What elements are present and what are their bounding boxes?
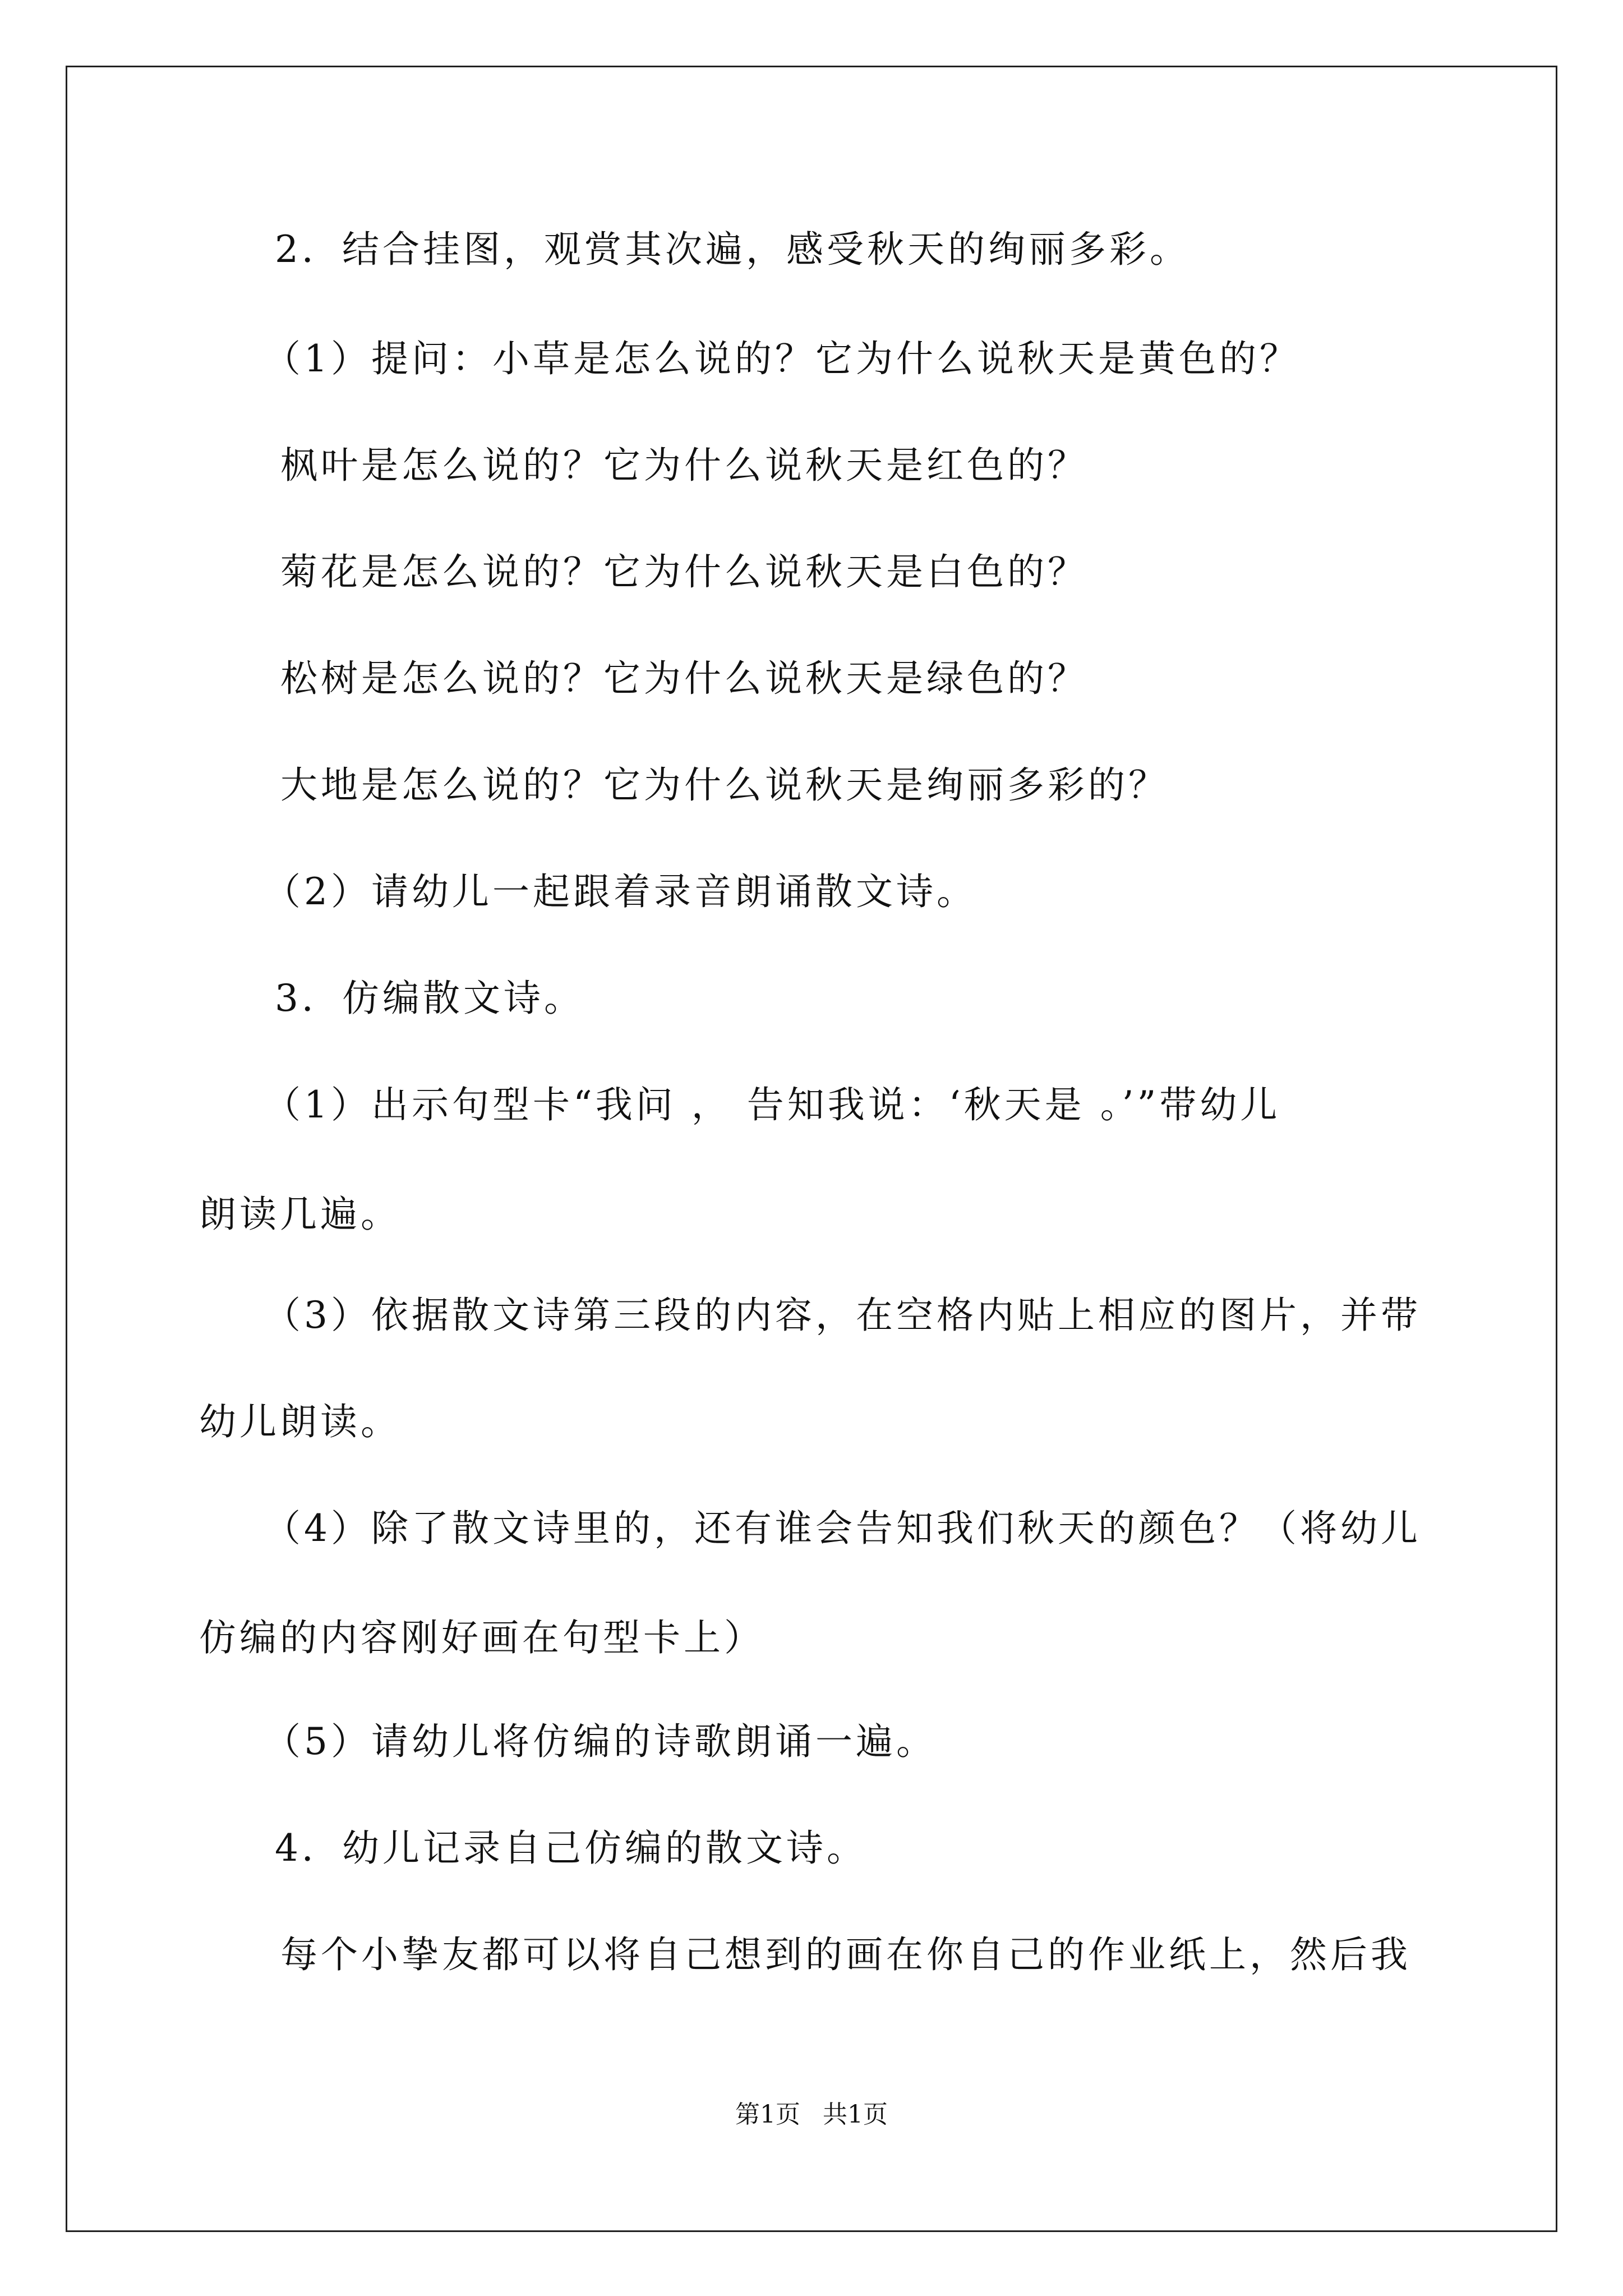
text-line-11: （3）依据散文诗第三段的内容，在空格内贴上相应的图片，并带 [264, 1294, 1421, 1337]
text-line-6: 大地是怎么说的？它为什么说秋天是绚丽多彩的？ [280, 763, 1169, 807]
text-line-16: 4．幼儿记录自己仿编的散文诗。 [275, 1826, 867, 1870]
text-line-1: 2．结合挂图，观赏其次遍，感受秋天的绚丽多彩。 [275, 228, 1190, 271]
text-line-9: （1）出示句型卡“我问 ， 告知我说：‘秋天是 。’”带幼儿 [264, 1083, 1281, 1126]
page-total: 共1页 [823, 2100, 888, 2129]
text-line-5: 松树是怎么说的？它为什么说秋天是绿色的？ [280, 657, 1088, 700]
text-line-10: 朗读几遍。 [199, 1193, 401, 1236]
text-line-12: 幼儿朗读。 [199, 1400, 401, 1443]
text-line-2: （1）提问：小草是怎么说的？它为什么说秋天是黄色的？ [264, 337, 1300, 380]
text-line-4: 菊花是怎么说的？它为什么说秋天是白色的？ [280, 550, 1088, 593]
page-footer [0, 2098, 1623, 2132]
text-line-3: 枫叶是怎么说的？它为什么说秋天是红色的？ [280, 444, 1088, 487]
text-line-13: （4）除了散文诗里的，还有谁会告知我们秋天的颜色？（将幼儿 [264, 1507, 1421, 1550]
text-line-17: 每个小挚友都可以将自己想到的画在你自己的作业纸上，然后我 [280, 1933, 1411, 1976]
text-line-8: 3．仿编散文诗。 [275, 977, 584, 1020]
text-line-7: （2）请幼儿一起跟着录音朗诵散文诗。 [264, 870, 977, 913]
text-line-15: （5）请幼儿将仿编的诗歌朗诵一遍。 [264, 1720, 937, 1763]
page-border [66, 66, 1557, 2232]
text-line-14: 仿编的内容刚好画在句型卡上） [199, 1616, 764, 1659]
page-number: 第1页 [735, 2100, 800, 2129]
